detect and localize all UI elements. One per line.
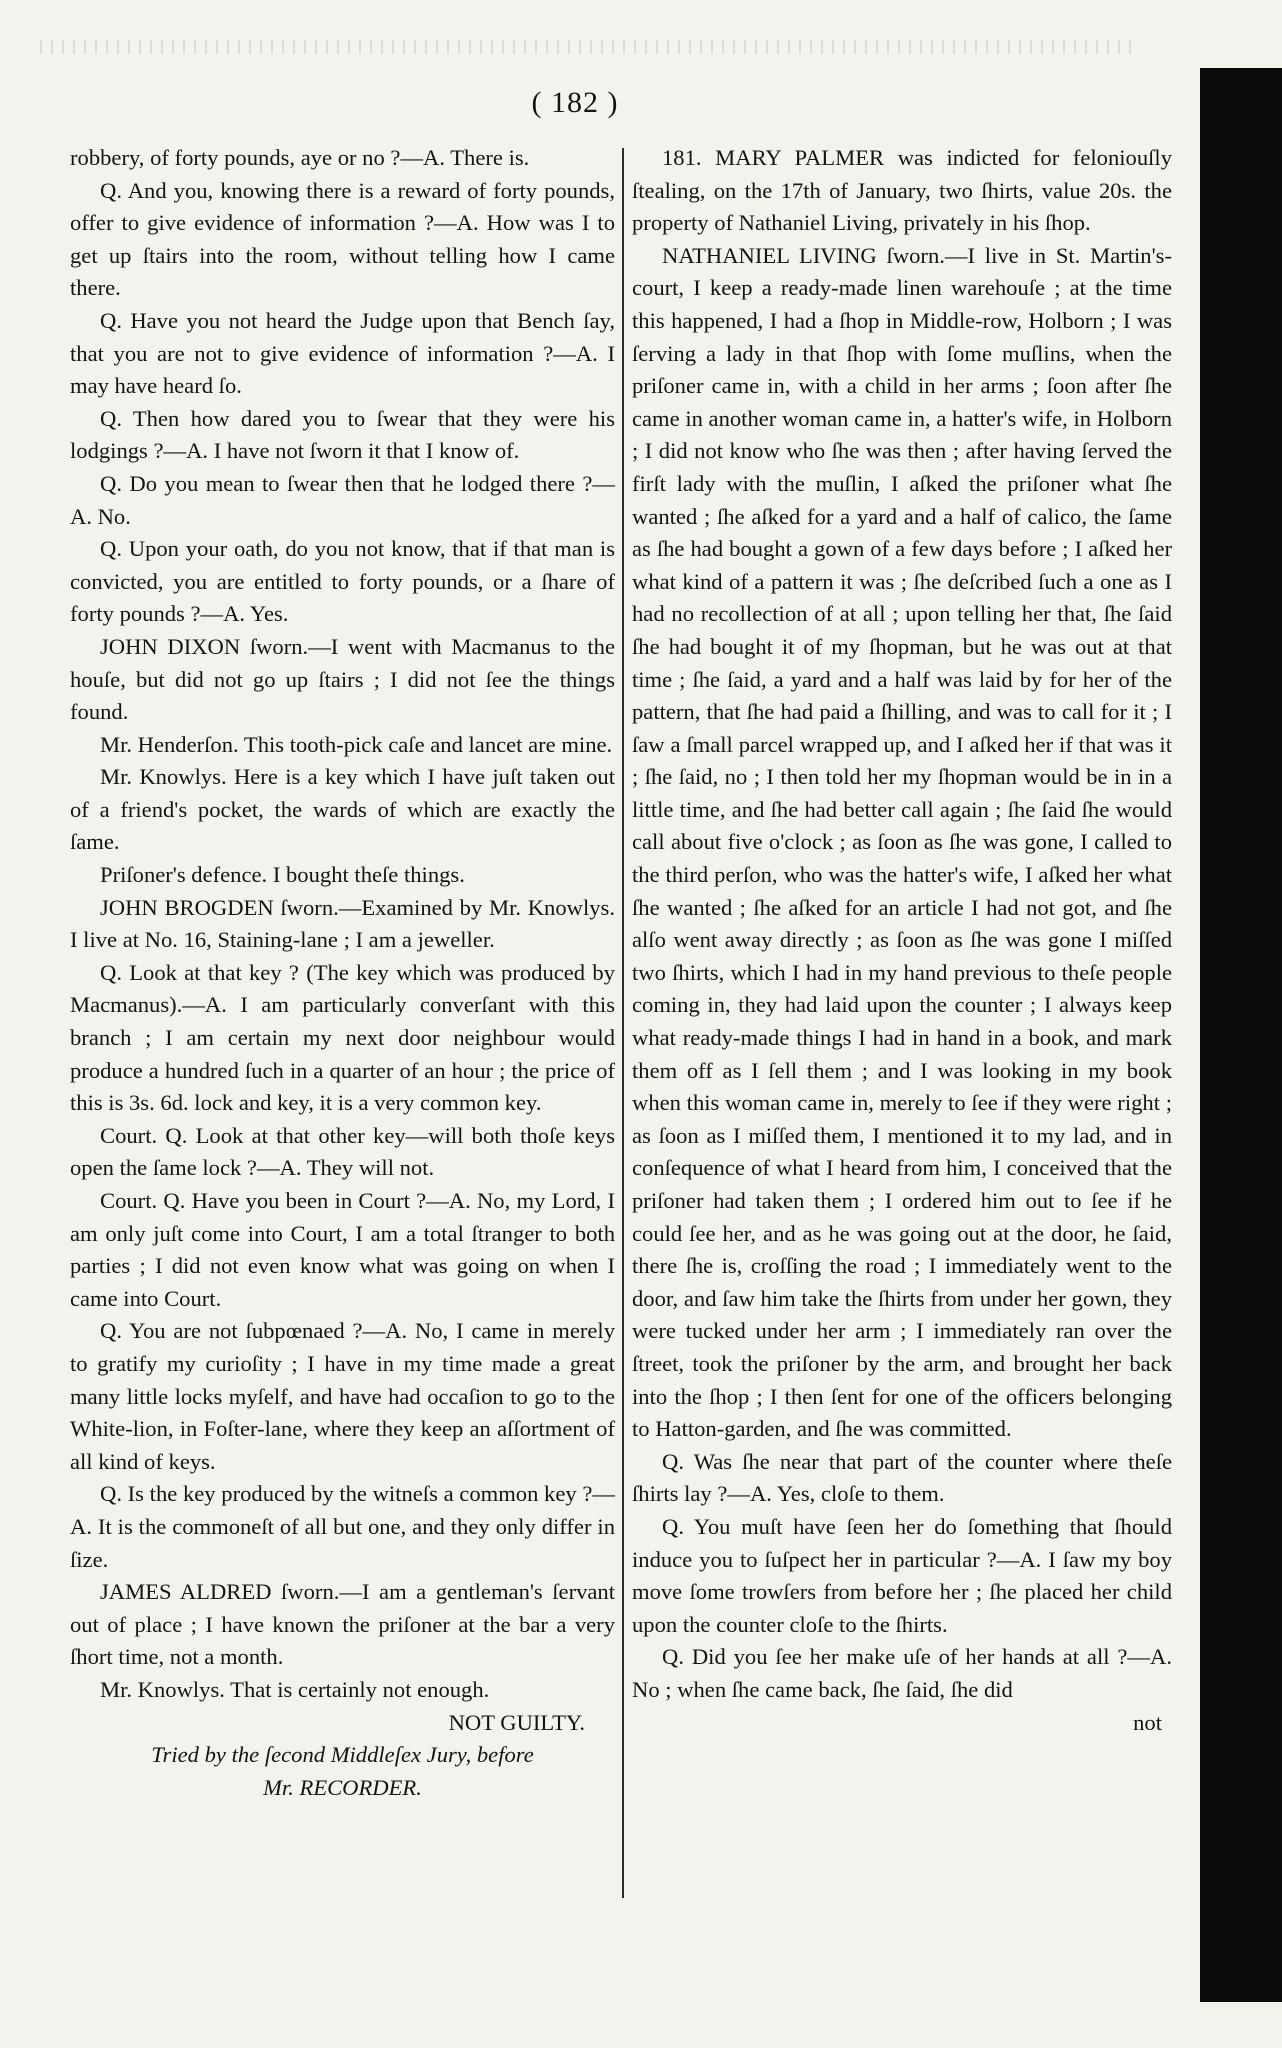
paragraph: 181. MARY PALMER was indicted for feloniouſly ſtealing, on the 17th of January, two ſhirts, value 20s. the property of Nathaniel Living, privately in his ſhop.: [632, 145, 1172, 236]
paragraph: Mr. Henderſon. This tooth-pick caſe and lancet are mine.: [100, 731, 613, 757]
paragraph: Q. You are not ſubpœnaed ?—A. No, I came in merely to gratify my curioſity ; I have in my time made a great many little locks myſelf, and have had occaſion to go to the White-lion, in Foſter-lane, where they keep an aſſortment of all kind of keys.: [70, 1318, 615, 1474]
paragraph: Q. And you, knowing there is a reward of forty pounds, offer to give evidence of information ?—A. How was I to get up ſtairs into the room, without telling how I came there.: [70, 177, 615, 301]
paragraph: Q. Then how dared you to ſwear that they were his lodgings ?—A. I have not ſworn it that I know of.: [70, 405, 615, 464]
paragraph: Court. Q. Have you been in Court ?—A. No, my Lord, I am only juſt come into Court, I am a total ſtranger to both parties ; I did not even know what was going on when I came into Court.: [70, 1188, 615, 1311]
paragraph: Q. Is the key produced by the witneſs a common key ?—A. It is the commoneſt of all but one, and they only differ in ſize.: [70, 1481, 615, 1572]
tried-by-line: [70, 1739, 615, 1772]
paragraph: JAMES ALDRED ſworn.—I am a gentleman's ſervant out of place ; I have known the priſoner at the bar a very ſhort time, not a month.: [70, 1579, 615, 1670]
paragraph: NATHANIEL LIVING ſworn.—I live in St. Martin's-court, I keep a ready-made linen warehouſe ; at the time this happened, I had a ſhop in Middle-row, Holborn ; I was ſerving a lady in that ſhop with ſome muſlins, when the priſoner came in, with a child in her arms ; ſoon after ſhe came in another woman came in, a hatter's wife, in Holborn ; I did not know who ſhe was then ; after having ſerved the firſt lady with the muſlin, I aſked the priſoner what ſhe wanted ; ſhe aſked for a yard and a half of calico, the ſame as ſhe had bought a gown of a few days before ; I aſked her what kind of a pattern it was ; ſhe deſcribed ſuch a one as I had no recollection of at all ; upon telling her that, ſhe ſaid ſhe had bought it of my ſhopman, but he was out at that time ; ſhe ſaid, a yard and a half was laid by for her of the pattern, that ſhe had paid a ſhilling, and was to call for it ; I ſaw a ſmall parcel wrapped up, and I aſked her if that was it ; ſhe ſaid, no ; I then told her my ſhopman would be in in a little time, and ſhe had better call again ; ſhe ſaid ſhe would call about five o'clock ; as ſoon as ſhe was gone, I called to the third perſon, who was the hatter's wife, I aſked her what ſhe wanted ; ſhe aſked for an article I had not got, and ſhe alſo went away directly ; as ſoon as ſhe was gone I miſſed two ſhirts, which I had in my hand previous to theſe people coming in, they had laid upon the counter ; I always keep what ready-made things I had in hand in a book, and mark them off as I ſell them ; and I was looking in my book when this woman came in, merely to ſee if they were right ; as ſoon as I miſſed them, I mentioned it to my lad, and in conſequence of what I heard from him, I conceived that the priſoner had taken them ; I ordered him out to ſee if he could ſee her, and as he was going out at the door, he ſaid, there ſhe is, croſſing the road ; I immediately went to the door, and ſaw him take the ſhirts from under her gown, they were tucked under her arm ; I immediately ran over the ſtreet, took the priſoner by the arm, and brought her back into the ſhop ; I then ſent for one of the officers belonging to Hatton-garden, and ſhe was committed.: [632, 242, 1172, 1442]
paragraph: Q. You muſt have ſeen her do ſomething that ſhould induce you to ſuſpect her in particular ?—A. I ſaw my boy move ſome trowſers from before her ; ſhe placed her child upon the counter cloſe to the ſhirts.: [632, 1513, 1172, 1637]
recorder-line: [70, 1772, 615, 1805]
binding-shadow: [1200, 68, 1282, 2002]
right-column: [632, 142, 1172, 1739]
catchword: not: [1133, 1709, 1162, 1735]
top-edge-speckle: [40, 40, 1140, 54]
paragraph: Mr. Knowlys. That is certainly not enough.: [100, 1676, 490, 1702]
paragraph: Q. Was ſhe near that part of the counter where theſe ſhirts lay ?—A. Yes, cloſe to them.: [632, 1448, 1172, 1507]
paragraph: Q. Look at that key ? (The key which was produced by Macmanus).—A. I am particularly converſant with this branch ; I am certain my next door neighbour would produce a hundred ſuch in a quarter of an hour ; the price of this is 3s. 6d. lock and key, it is a very common key.: [70, 959, 615, 1116]
paragraph: Q. Have you not heard the Judge upon that Bench ſay, that you are not to give evidence of information ?—A. I may have heard ſo.: [70, 307, 615, 399]
paragraph: Q. Did you ſee her make uſe of her hands at all ?—A. No ; when ſhe came back, ſhe ſaid, ſhe did: [632, 1644, 1172, 1702]
paragraph: Court. Q. Look at that other key—will both thoſe keys open the ſame lock ?—A. They will not.: [70, 1122, 615, 1181]
verdict: NOT GUILTY.: [448, 1709, 585, 1735]
paragraph: Q. Do you mean to ſwear then that he lodged there ?—A. No.: [70, 470, 615, 529]
left-column: [70, 142, 615, 1804]
paragraph: Mr. Knowlys. Here is a key which I have juſt taken out of a friend's pocket, the wards of which are exactly the ſame.: [70, 764, 615, 855]
page-number: ( 182 ): [531, 86, 619, 119]
recorder-text: Mr. RECORDER.: [263, 1774, 422, 1800]
paragraph: robbery, of forty pounds, aye or no ?—A. There is.: [70, 145, 530, 170]
paragraph: Q. Upon your oath, do you not know, that if that man is convicted, you are entitled to forty pounds, or a ſhare of forty pounds ?—A. Yes.: [70, 536, 615, 627]
tried-by-text: Tried by the ſecond Middleſex Jury, before: [151, 1742, 534, 1768]
column-divider: [622, 148, 624, 1898]
paragraph: JOHN BROGDEN ſworn.—Examined by Mr. Knowlys. I live at No. 16, Staining-lane ; I am a jeweller.: [70, 894, 615, 953]
paragraph: JOHN DIXON ſworn.—I went with Macmanus to the houſe, but did not go up ſtairs ; I did not ſee the things found.: [70, 633, 615, 725]
paragraph: Priſoner's defence. I bought theſe things.: [100, 862, 465, 888]
